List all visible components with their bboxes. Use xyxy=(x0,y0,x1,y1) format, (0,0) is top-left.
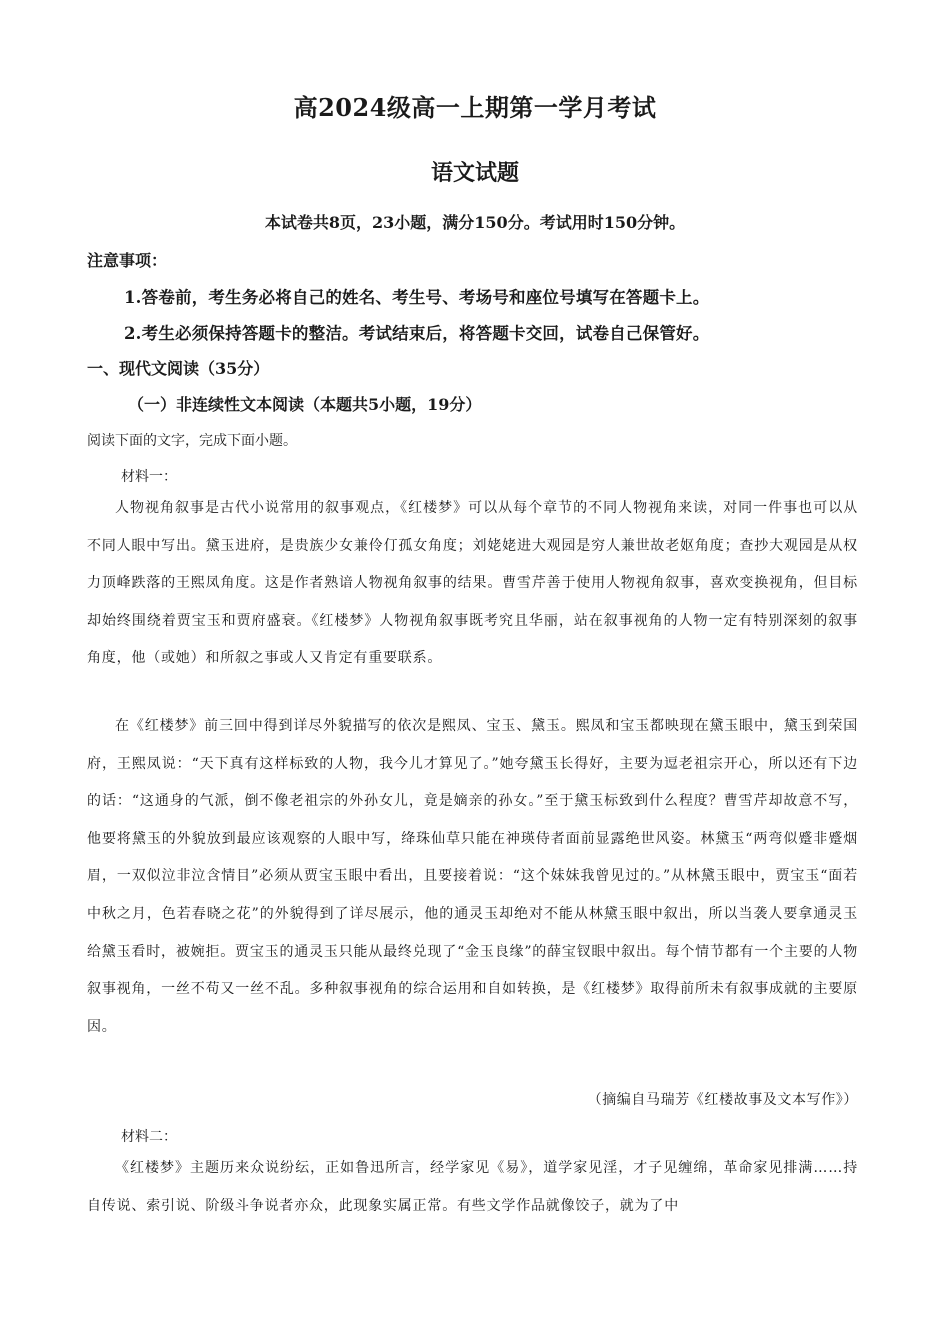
material-paragraph: 人物视角叙事是古代小说常用的叙事观点，《红楼梦》可以从每个章节的不同人物视角来读，对同一件事也可以从不同人眼中写出。黛玉进府，是贵族少女兼伶仃孤女角度；刘姥姥进大观园是穷人兼世故老妪角度；查抄大观园是从权力顶峰跌落的王熙凤角度。这是作者熟谙人物视角叙事的结果。曹雪芹善于使用人物视角叙事，喜欢变换视角，但目标却始终围绕着贾宝玉和贾府盛衰。《红楼梦》人物视角叙事既考究且华丽，站在叙事视角的人物一定有特别深刻的叙事角度，他（或她）和所叙之事或人又肯定有重要联系。 xyxy=(87,500,858,667)
exam-subtitle: 语文试题 xyxy=(430,160,519,186)
notice-heading: 注意事项： xyxy=(87,251,168,270)
reading-instruction: 阅读下面的文字，完成下面小题。 xyxy=(87,433,297,449)
subsection-heading: （一）非连续性文本阅读（本题共5小题，19分） xyxy=(128,395,482,414)
notice-item: 2.考生必须保持答题卡的整洁。考试结束后，将答题卡交回，试卷自己保管好。 xyxy=(124,324,710,343)
source-citation: （摘编自马瑞芳《红楼故事及文本写作》） xyxy=(587,1092,858,1108)
exam-title: 高2024级高一上期第一学月考试 xyxy=(293,93,657,122)
material-paragraph: 在《红楼梦》前三回中得到详尽外貌描写的依次是熙凤、宝玉、黛玉。熙凤和宝玉都映现在黛玉眼中，黛玉到荣国府，王熙凤说：“天下真有这样标致的人物，我今儿才算见了。”她夸黛玉长得好，主要为逗老祖宗开心，所以还有下边的话：“这通身的气派，倒不像老祖宗的外孙女儿，竟是嫡亲的孙女。”至于黛玉标致到什么程度？曹雪芹却故意不写，他要将黛玉的外貌放到最应该观察的人眼中写，绛珠仙草只能在神瑛侍者面前显露绝世风姿。林黛玉“两弯似蹙非蹙烟眉，一双似泣非泣含情目”必须从贾宝玉眼中看出，且要接着说：“这个妹妹我曾见过的。”从林黛玉眼中，贾宝玉“面若中秋之月，色若春晓之花”的外貌得到了详尽展示，他的通灵玉却绝对不能从林黛玉眼中叙出，所以当袭人要拿通灵玉给黛玉看时，被婉拒。贾宝玉的通灵玉只能从最终兑现了“金玉良缘”的薛宝钗眼中叙出。每个情节都有一个主要的人物叙事视角，一丝不苟又一丝不乱。多种叙事视角的综合运用和自如转换，是《红楼梦》取得前所未有叙事成就的主要原因。 xyxy=(87,718,858,1035)
material-label: 材料二： xyxy=(121,1129,177,1145)
notice-item: 1.答卷前，考生务必将自己的姓名、考生号、考场号和座位号填写在答题卡上。 xyxy=(124,288,710,307)
section-heading: 一、现代文阅读（35分） xyxy=(87,359,270,378)
material-paragraph: 《红楼梦》主题历来众说纷纭，正如鲁迅所言，经学家见《易》，道学家见淫，才子见缠绵，革命家见排满……持自传说、索引说、阶级斗争说者亦众，此现象实属正常。有些文学作品就像饺子，就为了中 xyxy=(87,1160,858,1214)
material-label: 材料一： xyxy=(121,469,177,485)
exam-info: 本试卷共8页，23小题，满分150分。考试用时150分钟。 xyxy=(264,213,686,232)
